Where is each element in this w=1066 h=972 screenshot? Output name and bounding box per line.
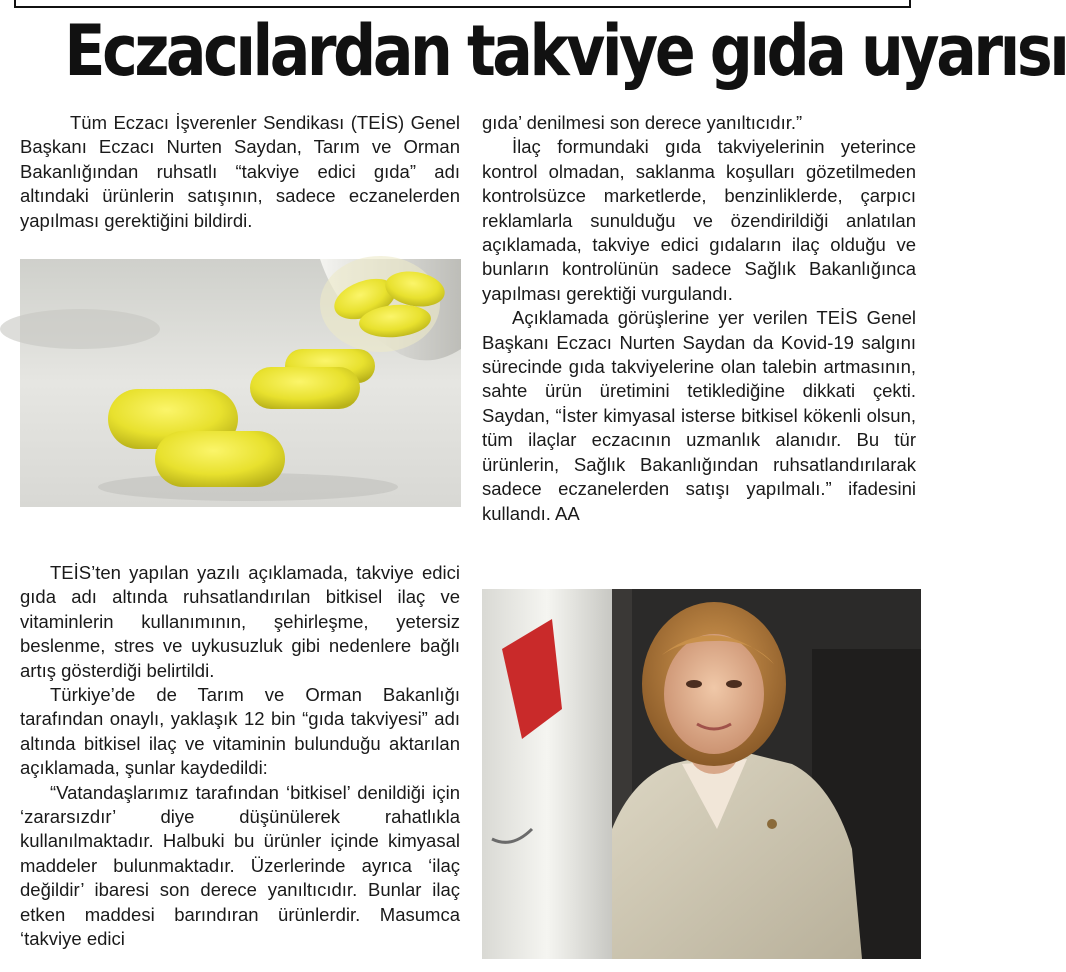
column-left-body	[20, 561, 460, 952]
paragraph: Türkiye’de de Tarım ve Orman Bakanlığı tarafından onaylı, yaklaşık 12 bin “gıda takviyesi” adı altında bitkisel ilaç ve vitaminin bulunduğu aktarılan açıklamada, şunlar kaydedildi:	[20, 684, 460, 779]
paragraph: “Vatandaşlarımız tarafından ‘bitkisel’ denildiği için ‘zararsızdır’ diye düşünülerek rahatlıkla kullanılmaktadır. Halbuki bu ürünler içinde kimyasal maddeler bulunmaktadır. Üzerlerinde ayrıca ‘ilaç değildir’ ibaresi son derece yanıltıcıdır. Bunlar ilaç etken maddesi barındıran ürünlerdir. Masumca ‘takviye edici	[20, 781, 460, 950]
paragraph: Tüm Eczacı İşverenler Sendikası (TEİS) Genel Başkanı Eczacı Nurten Saydan, Tarım ve Orman Bakanlığından ruhsatlı “takviye edici gıda” adı altındaki ürünlerin satışının, sadece eczanelerden yapılması gerektiğini bildirdi.	[20, 112, 460, 231]
top-border-rule	[14, 0, 911, 8]
paragraph: İlaç formundaki gıda takviyelerinin yeterince kontrol olmadan, saklanma koşulları gözetilmeden kontrolsüzce marketlerde, benzinliklerde, çarpıcı reklamlarla sunulduğu ve özendirildiği anlatılan açıklamada, takviye edici gıdaların ilaç olduğu ve bunların kontrolünün sadece Sağlık Bakanlığınca yapılması gerektiği vurgulandı.	[482, 136, 916, 304]
portrait-photo	[482, 589, 921, 959]
paragraph: gıda’ denilmesi son derece yanıltıcıdır.”	[482, 112, 803, 133]
column-left-intro	[20, 111, 460, 233]
pills-photo	[20, 259, 461, 507]
column-right-body	[482, 111, 916, 526]
headline: Eczacılardan takviye gıda uyarısı	[64, 10, 1066, 92]
paragraph: TEİS’ten yapılan yazılı açıklamada, takviye edici gıda adı altında ruhsatlandırılan bitkisel ilaç ve vitaminlerin kullanımının, şehirleşme, yetersiz beslenme, stres ve uykusuzluk gibi nedenlere bağlı artış gösterdiği belirtildi.	[20, 562, 460, 681]
paragraph: Açıklamada görüşlerine yer verilen TEİS Genel Başkanı Eczacı Nurten Saydan da Kovid-19 salgını sürecinde gıda takviyelerine olan talebin artmasının, sahte ürün üretimini tetiklediğine dikkati çekti. Saydan, “İster kimyasal isterse bitkisel kökenli olsun, tüm ilaçlar eczacının uzmanlık alanıdır. Bu tür ürünlerin, Sağlık Bakanlığından ruhsatlandırılarak sadece eczanelerden satışı yapılmalı.” ifadesini kullandı. AA	[482, 307, 916, 524]
